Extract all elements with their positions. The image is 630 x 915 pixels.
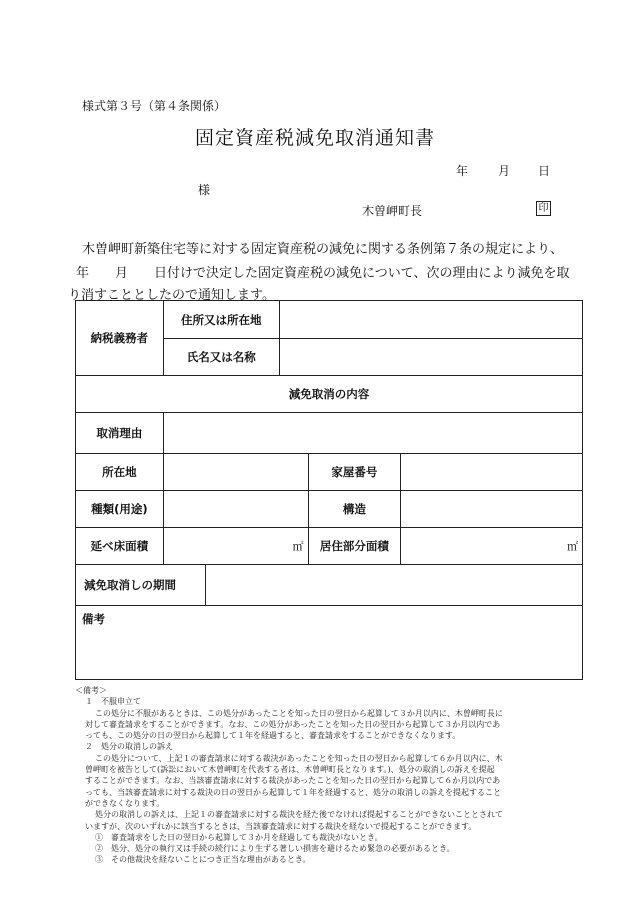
note-line: ② 処分、処分の執行又は手続の続行により生ずる著しい損害を避けるため緊急の必要があるとき。 [95,844,455,854]
body-text-line: 年 月 日付けで決定した固定資産税の減免について、次の理由により減免を取 [76,266,570,281]
floor-area-label: 延べ床面積 [76,528,164,565]
body-text-line: り消すこととしたので通知します。 [68,288,275,303]
living-area-field[interactable]: ㎡ [401,528,583,565]
structure-field[interactable] [401,491,583,528]
note-line: ① 審査請求をした日の翌日から起算して３か月を経過しても裁決がないとき。 [95,832,383,842]
section-header: 減免取消の内容 [76,376,583,413]
notes-section [75,685,585,866]
house-number-label: 家屋番号 [308,454,401,491]
note-line: ③ その他裁決を経ないことにつき正当な理由があるとき。 [95,855,311,865]
seal-mark: 印 [536,201,551,216]
remarks-field[interactable] [76,606,583,680]
note-line: １ 不服申立て [85,697,141,707]
taxpayer-label: 納税義務者 [76,301,164,376]
document-title: 固定資産税減免取消通知書 [194,127,435,149]
structure-label: 構造 [308,491,401,528]
name-label: 氏名又は名称 [163,339,279,376]
note-line: することができます。なお、当該審査請求に対する裁決があったことを知った日の翌日から起算して６か月以内であ [85,776,501,786]
note-line: ２ 処分の取消しの訴え [85,742,173,752]
reason-label: 取消理由 [76,413,164,454]
cancellation-table [75,300,583,680]
note-line: 処分の取消しの訴えは、上記１の審査請求に対する裁決を経た後でなければ提起することができないこととされて [95,810,503,820]
period-label: 減免取消しの期間 [76,565,206,606]
note-line: 対して審査請求をすることができます。なお、この処分があったことを知った日の翌日から起算して３か月以内であ [85,719,501,729]
date-day-label: 日 [538,164,551,178]
living-area-label: 居住部分面積 [308,528,401,565]
reason-field[interactable] [163,413,582,454]
addressee-suffix: 様 [198,183,211,197]
address-label: 住所又は所在地 [163,301,279,339]
floor-area-field[interactable]: ㎡ [163,528,308,565]
date-year-label: 年 [456,164,469,178]
note-line: 曽岬町を被告として(訴訟において木曽岬町を代表する者は、木曽岬町長となります。)、処分の取消しの訴えを提起 [85,765,495,775]
note-line: この処分に不服があるときは、この処分があったことを知った日の翌日から起算して３か月以内に、木曽岬町長に [95,708,503,718]
address-field[interactable] [279,301,582,339]
issuer-name: 木曽岬町長 [362,204,423,218]
location-field[interactable] [163,454,308,491]
note-line: っても、当該審査請求に対する裁決の日の翌日から起算して１年を経過すると、処分の取消しの訴えを提起すること [85,787,501,797]
note-line: っても、この処分の日の翌日から起算して１年を経過すると、審査請求をすることができなくなります。 [85,731,461,741]
body-text-line: 木曽岬町新築住宅等に対する固定資産税の減免に関する条例第７条の規定により、 [82,242,564,257]
note-line: いますが、次のいずれかに該当するときは、当該審査請求に対する裁決を経ないで提起することができます。 [85,821,477,831]
name-field[interactable] [279,339,582,376]
date-month-label: 月 [498,164,511,178]
house-number-field[interactable] [401,454,583,491]
note-line: この処分について、上記１の審査請求に対する裁決があったことを知った日の翌日から起算して６か月以内に、木 [95,753,503,763]
notes-heading: ＜備考＞ [75,686,107,695]
form-number: 様式第３号（第４条関係） [82,99,227,113]
period-field[interactable] [205,565,582,606]
type-field[interactable] [163,491,308,528]
location-label: 所在地 [76,454,164,491]
note-line: ができなくなります。 [85,798,165,808]
type-label: 種類(用途) [76,491,164,528]
remarks-label: 備考 [82,612,105,626]
